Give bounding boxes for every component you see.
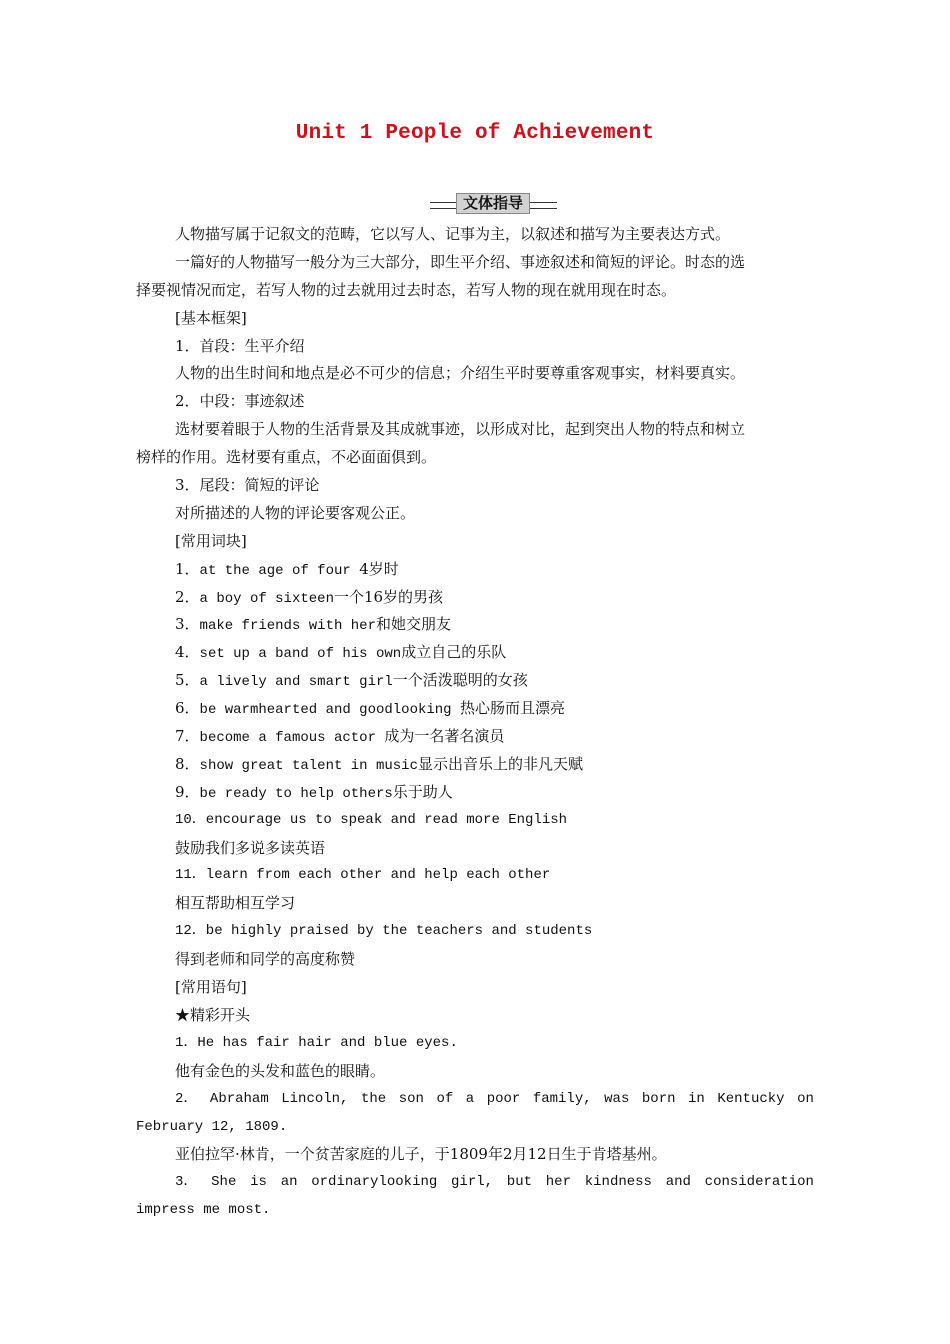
sentence-word: family, [532, 1090, 592, 1107]
phrase-english: be ready to help others [199, 785, 393, 802]
section-heading: [基本框架] [175, 308, 247, 327]
phrase-english: set up a band of his own [199, 646, 402, 663]
section-label-box [430, 193, 557, 215]
phrase-number: 3． [175, 615, 200, 634]
phrase-english: become a famous actor [199, 730, 385, 747]
framework-item-text-continuation: 榜样的作用。选材要有重点，不必面面俱到。 [136, 448, 437, 467]
phrase-item [136, 723, 814, 751]
paragraph: 人物描写属于记叙文的范畴，它以写人、记事为主，以叙述和描写为主要表达方式。 [175, 225, 731, 243]
phrase-list [136, 556, 814, 807]
phrase-chinese: 一个16岁的男孩 [333, 587, 444, 606]
phrase-chinese: 成为一名著名演员 [384, 727, 505, 746]
phrase-english: show great talent in music [199, 757, 418, 774]
phrase-item: 12．be highly praised by the teachers and students [175, 923, 593, 940]
phrase-translation: 得到老师和同学的高度称赞 [175, 950, 356, 969]
framework-item-title: 3．尾段：简短的评论 [175, 476, 320, 495]
sentence-word: son [398, 1090, 424, 1107]
paragraph-continuation: 择要视情况而定，若写人物的过去就用过去时态，若写人物的现在就用现在时态。 [136, 280, 677, 299]
sentence-word: Kentucky [717, 1090, 785, 1107]
sentence-word: a [465, 1090, 475, 1107]
sentence-word: Abraham [209, 1090, 269, 1107]
sentence-word: was [604, 1090, 630, 1107]
sentence-word: and [665, 1174, 691, 1191]
phrase-translation: 相互帮助相互学习 [175, 894, 296, 913]
phrase-english: a boy of sixteen [199, 590, 334, 607]
page-title: Unit 1 People of Achievement [295, 122, 655, 145]
document-body [136, 221, 814, 1225]
sentence-word: ordinarylooking [311, 1174, 438, 1191]
sentence-word: her [545, 1174, 571, 1191]
phrase-english: at the age of four [199, 562, 360, 579]
phrase-chinese: 乐于助人 [392, 782, 453, 801]
sentence-translation: 亚伯拉罕·林肯，一个贫苦家庭的儿子，于1809年2月12日生于肯塔基州。 [175, 1145, 667, 1164]
framework-item-title: 1．首段：生平介绍 [175, 336, 305, 355]
phrase-chinese: 成立自己的乐队 [401, 643, 507, 662]
phrase-chinese: 和她交朋友 [375, 615, 451, 634]
sentence-word: Lincoln, [281, 1090, 349, 1107]
section-heading: [常用词块] [175, 531, 247, 550]
sentence-word: 3． [175, 1174, 198, 1191]
sentence-word: the [360, 1090, 387, 1107]
sentence-english-justified [136, 1086, 814, 1114]
phrase-item [136, 611, 814, 639]
framework-item-text: 选材要着眼于人物的生活背景及其成就事迹，以形成对比，起到突出人物的特点和树立 [175, 420, 746, 439]
sentence-word: of [436, 1090, 454, 1107]
phrase-item: 10．encourage us to speak and read more English [175, 811, 568, 828]
sentence-word: is [250, 1174, 267, 1191]
sentence-word: born [641, 1090, 676, 1107]
sentence-english-continuation: February 12, 1809. [136, 1118, 288, 1135]
phrase-item [136, 556, 814, 584]
phrase-number: 1． [175, 559, 200, 578]
sentence-translation: 他有金色的头发和蓝色的眼睛。 [175, 1061, 386, 1080]
sentence-word: poor [486, 1090, 521, 1107]
sentence-english: 1．He has fair hair and blue eyes. [175, 1034, 458, 1051]
sentence-word: girl, [451, 1174, 494, 1191]
sentence-word: 2． [175, 1090, 198, 1107]
phrase-number: 7． [175, 727, 200, 746]
phrase-number: 2． [175, 587, 200, 606]
phrase-english: be warmhearted and goodlooking [199, 702, 460, 719]
sentence-word: She [211, 1174, 237, 1191]
phrase-item [136, 779, 814, 807]
framework-item-text: 人物的出生时间和地点是必不可少的信息；介绍生平时要尊重客观事实，材料要真实。 [175, 364, 746, 383]
phrase-item [136, 667, 814, 695]
paragraph: 一篇好的人物描写一般分为三大部分，即生平介绍、事迹叙述和简短的评论。时态的选 [175, 252, 746, 271]
sentence-english-continuation: impress me most. [136, 1202, 271, 1219]
phrase-number: 5． [175, 671, 200, 690]
sentence-word: kindness [584, 1174, 652, 1191]
phrase-english: a lively and smart girl [199, 674, 393, 691]
framework-item-title: 2．中段：事迹叙述 [175, 392, 305, 411]
subheading: ★精彩开头 [175, 1005, 251, 1024]
phrase-english: make friends with her [199, 618, 376, 635]
section-label: 文体指导 [456, 193, 530, 214]
sentence-word: in [688, 1090, 705, 1107]
phrase-item [136, 639, 814, 667]
sentence-word: an [280, 1174, 298, 1191]
phrase-chinese: 热心肠而且漂亮 [460, 699, 566, 718]
phrase-item [136, 584, 814, 612]
phrase-number: 8． [175, 754, 200, 773]
phrase-number: 9． [175, 782, 200, 801]
framework-item-text: 对所描述的人物的评论要客观公正。 [175, 503, 416, 522]
phrase-chinese: 4岁时 [359, 559, 399, 578]
phrase-chinese: 一个活泼聪明的女孩 [392, 671, 528, 690]
phrase-number: 6． [175, 699, 200, 718]
sentence-word: consideration [704, 1174, 814, 1191]
sentence-word: but [506, 1174, 533, 1191]
sentence-english-justified [136, 1169, 814, 1197]
phrase-translation: 鼓励我们多说多读英语 [175, 838, 326, 857]
phrase-item: 11．learn from each other and help each other [175, 867, 551, 884]
sentence-word: on [797, 1090, 814, 1107]
phrase-number: 4． [175, 643, 200, 662]
phrase-item [136, 751, 814, 779]
phrase-chinese: 显示出音乐上的非凡天赋 [417, 754, 583, 773]
section-heading: [常用语句] [175, 978, 247, 997]
phrase-item [136, 695, 814, 723]
